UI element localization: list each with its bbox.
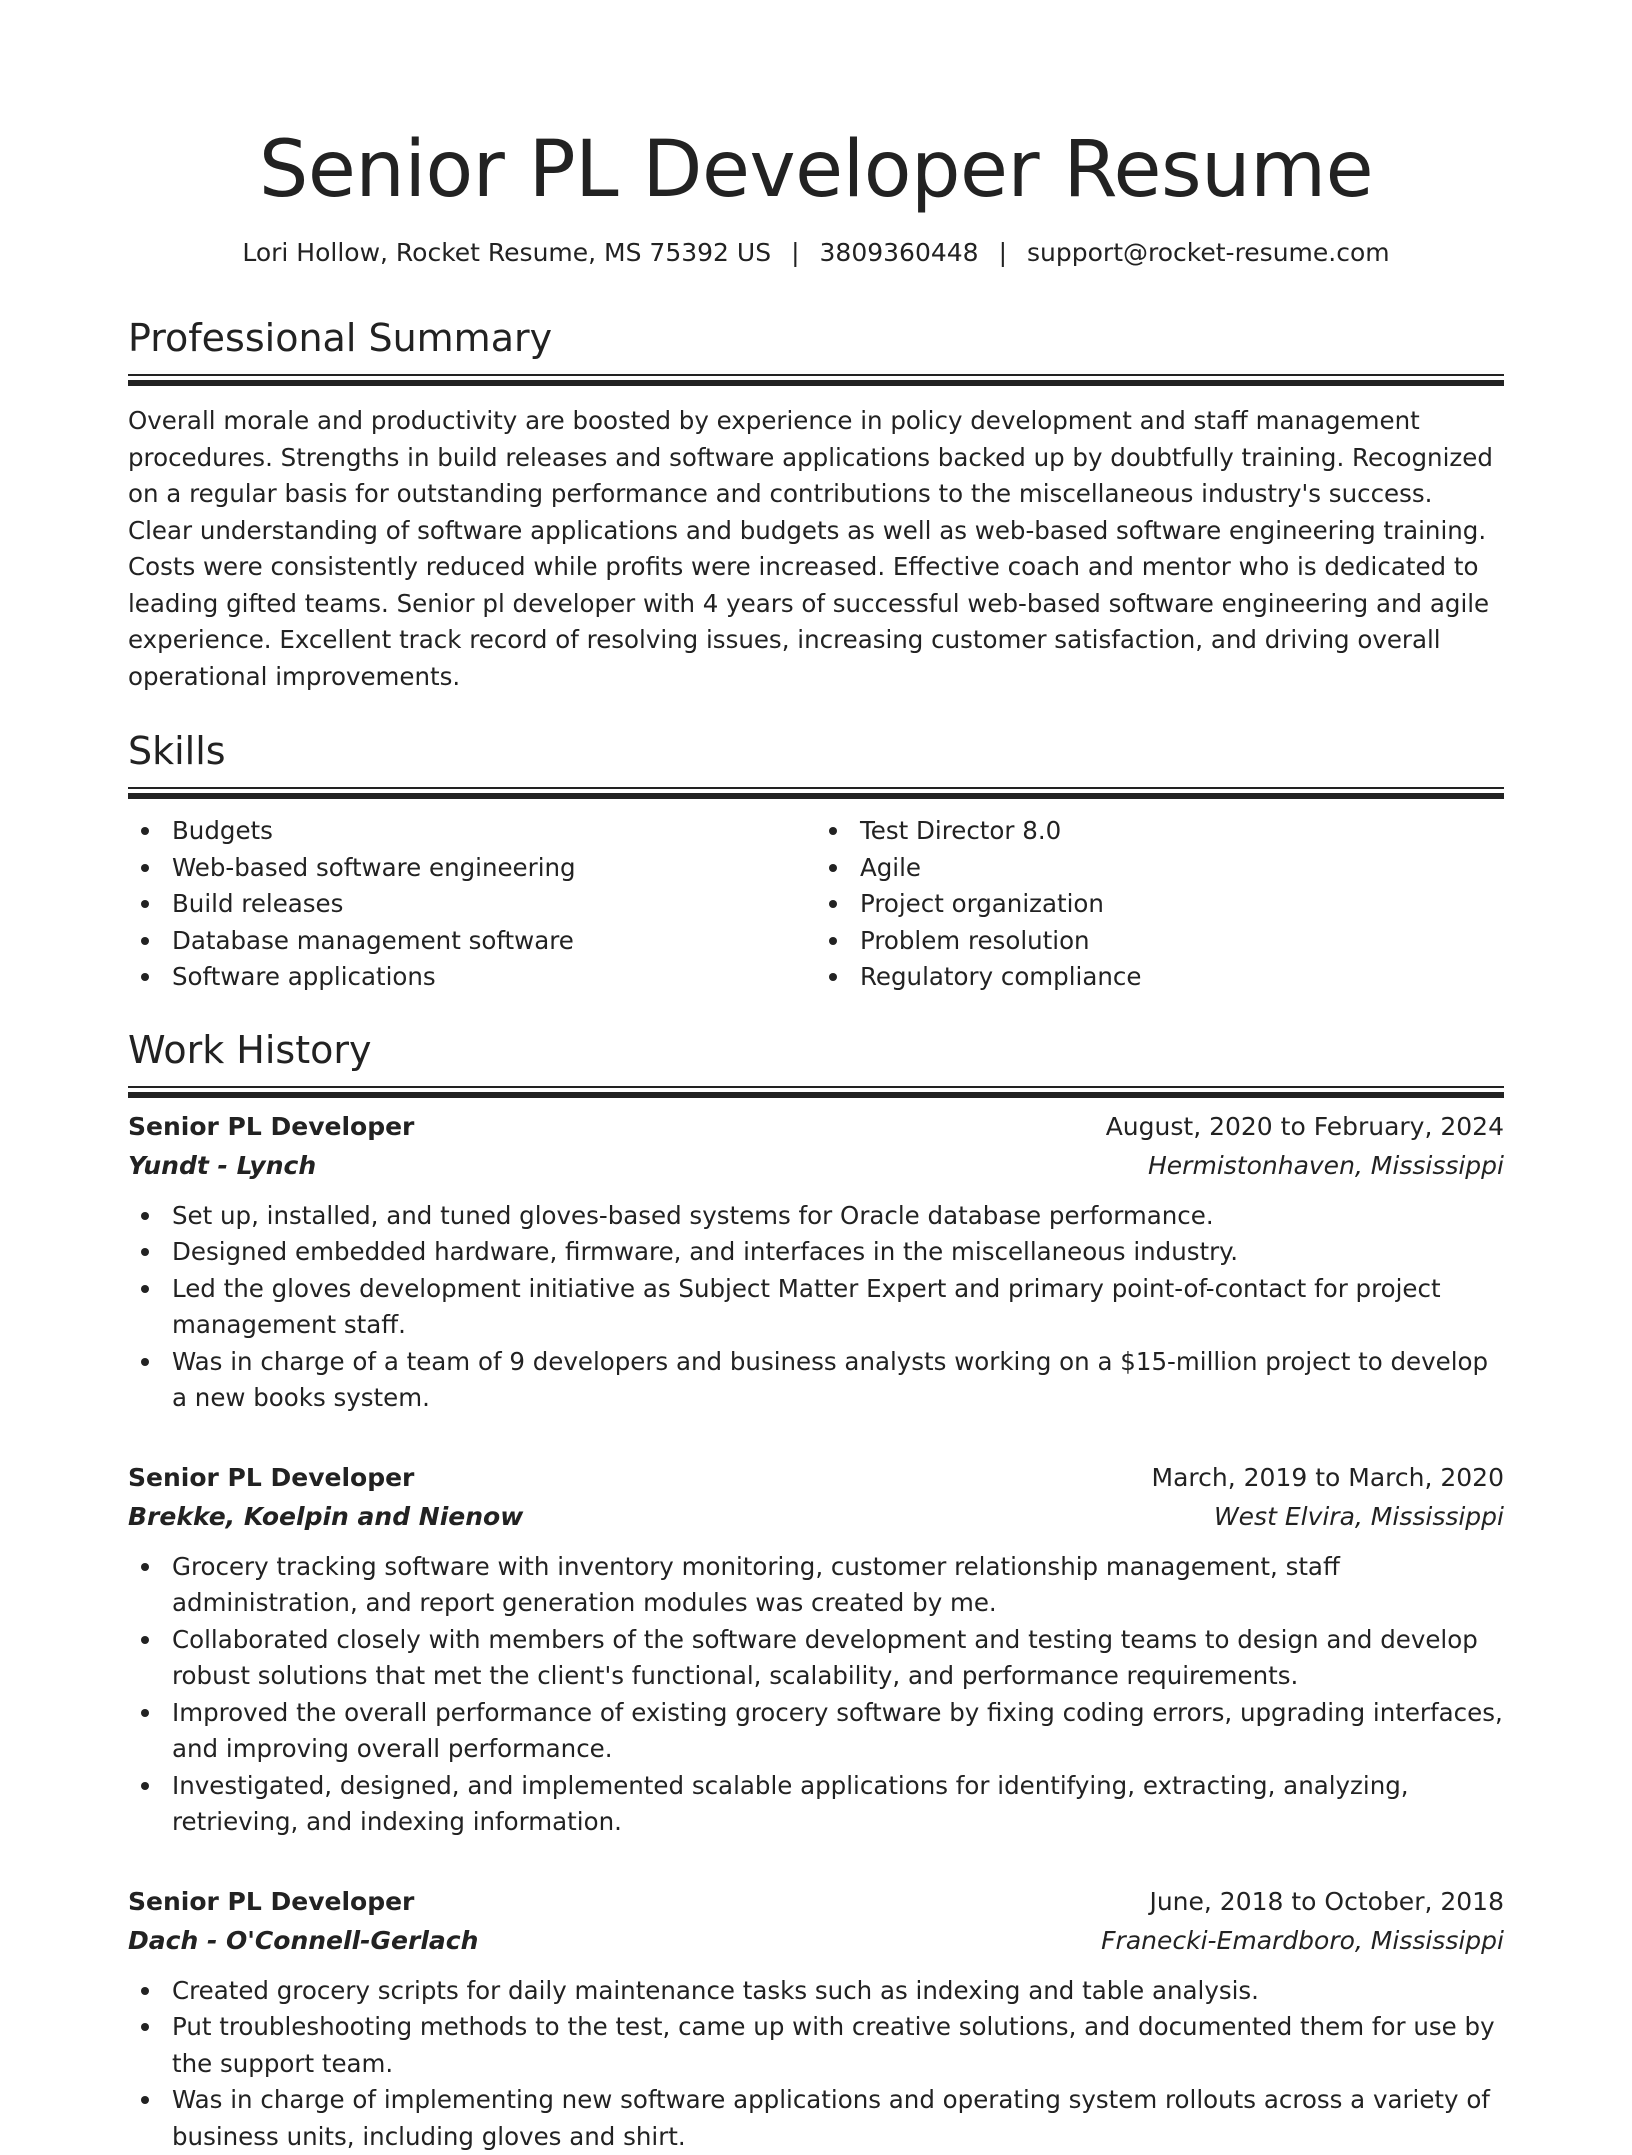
bullet-icon — [829, 900, 837, 908]
skill-item — [172, 886, 816, 923]
bullet-icon — [141, 1987, 149, 1995]
job-bullet-list — [128, 1198, 1504, 1417]
job-header-row — [128, 1108, 1504, 1146]
skill-item — [860, 923, 1504, 960]
summary-text: Overall morale and productivity are boosted by experience in policy development and staff management procedures. Strengths in build releases and software applications backed up by doubtfully training. Recognized on a regular basis for outstanding performance and contributions to the miscellaneous industry's success. Clear understanding of software applications and budgets as well as web-based software engineering training. Costs were consistently reduced while profits were increased. Effective coach and mentor who is dedicated to leading gifted teams. Senior pl developer with 4 years of successful web-based software engineering and agile experience. Excellent track record of resolving issues, increasing customer satisfaction, and driving overall operational improvements. — [128, 403, 1504, 695]
contact-email: support@rocket-resume.com — [1027, 238, 1390, 267]
bullet-icon — [141, 864, 149, 872]
skill-item-text: Test Director 8.0 — [860, 816, 1061, 845]
job-entry — [128, 1883, 1504, 2155]
job-bullet-list — [128, 1973, 1504, 2155]
job-location: West Elvira, Mississippi — [1214, 1497, 1504, 1537]
section-divider — [128, 1086, 1504, 1088]
job-title: Senior PL Developer — [128, 1883, 414, 1921]
skill-item-text: Web-based software engineering — [172, 853, 576, 882]
skill-item — [172, 850, 816, 887]
job-company-row — [128, 1497, 1504, 1537]
contact-separator: | — [791, 236, 799, 270]
bullet-icon — [141, 1358, 149, 1366]
job-location: Hermistonhaven, Mississippi — [1148, 1146, 1504, 1186]
job-bullet — [128, 2082, 1504, 2155]
job-bullet — [128, 1973, 1504, 2010]
skills-column-left — [128, 813, 816, 996]
resume-title: Senior PL Developer Resume — [128, 122, 1504, 218]
job-bullet-list — [128, 1549, 1504, 1841]
skills-section — [128, 727, 1504, 996]
bullet-icon — [141, 937, 149, 945]
job-company-row — [128, 1146, 1504, 1186]
bullet-icon — [141, 973, 149, 981]
contact-address: Lori Hollow, Rocket Resume, MS 75392 US — [242, 238, 771, 267]
bullet-icon — [141, 1285, 149, 1293]
job-bullet-text: Put troubleshooting methods to the test, came up with creative solutions, and documented them for use by the support team. — [172, 2012, 1495, 2078]
skill-item — [172, 923, 816, 960]
job-bullet — [128, 1344, 1504, 1417]
skills-grid — [128, 813, 1504, 996]
job-bullet — [128, 1622, 1504, 1695]
job-title: Senior PL Developer — [128, 1108, 414, 1146]
bullet-icon — [141, 2096, 149, 2104]
skill-item — [172, 813, 816, 850]
skill-item-text: Build releases — [172, 889, 343, 918]
resume-page — [128, 0, 1504, 2155]
bullet-icon — [141, 900, 149, 908]
section-heading-work: Work History — [128, 1026, 1504, 1074]
job-dates: August, 2020 to February, 2024 — [1106, 1108, 1504, 1146]
section-heading-summary: Professional Summary — [128, 314, 1504, 362]
bullet-icon — [829, 827, 837, 835]
job-title: Senior PL Developer — [128, 1459, 414, 1497]
job-company: Brekke, Koelpin and Nienow — [128, 1497, 523, 1537]
skill-item-text: Problem resolution — [860, 926, 1090, 955]
job-bullet — [128, 2009, 1504, 2082]
job-entry — [128, 1459, 1504, 1841]
job-bullet-text: Was in charge of implementing new software applications and operating system rollouts across a variety of business units, including gloves and shirt. — [172, 2085, 1490, 2151]
job-bullet-text: Improved the overall performance of existing grocery software by fixing coding errors, upgrading interfaces, and improving overall performance. — [172, 1698, 1503, 1764]
job-bullet — [128, 1768, 1504, 1841]
skill-item-text: Software applications — [172, 962, 436, 991]
contact-line — [128, 236, 1504, 270]
skill-item — [860, 959, 1504, 996]
job-bullet-text: Designed embedded hardware, firmware, and interfaces in the miscellaneous industry. — [172, 1237, 1238, 1266]
job-bullet-text: Led the gloves development initiative as Subject Matter Expert and primary point-of-contact for project management staff. — [172, 1274, 1441, 1340]
skill-item-text: Project organization — [860, 889, 1104, 918]
job-bullet — [128, 1234, 1504, 1271]
bullet-icon — [141, 1709, 149, 1717]
bullet-icon — [141, 1563, 149, 1571]
bullet-icon — [829, 973, 837, 981]
bullet-icon — [829, 937, 837, 945]
skill-item — [860, 850, 1504, 887]
bullet-icon — [141, 1248, 149, 1256]
bullet-icon — [141, 1636, 149, 1644]
skill-item-text: Agile — [860, 853, 921, 882]
job-bullet-text: Was in charge of a team of 9 developers and business analysts working on a $15-million project to develop a new books system. — [172, 1347, 1488, 1413]
job-bullet-text: Created grocery scripts for daily maintenance tasks such as indexing and table analysis. — [172, 1976, 1259, 2005]
job-header-row — [128, 1459, 1504, 1497]
skills-column-right — [816, 813, 1504, 996]
job-company: Dach - O'Connell-Gerlach — [128, 1921, 478, 1961]
bullet-icon — [141, 1212, 149, 1220]
bullet-icon — [141, 827, 149, 835]
skill-item-text: Budgets — [172, 816, 273, 845]
skill-item-text: Database management software — [172, 926, 574, 955]
skill-item — [860, 813, 1504, 850]
job-bullet — [128, 1198, 1504, 1235]
contact-phone: 3809360448 — [820, 238, 979, 267]
bullet-icon — [141, 1782, 149, 1790]
bullet-icon — [829, 864, 837, 872]
work-history-section — [128, 1026, 1504, 2155]
job-entry — [128, 1108, 1504, 1417]
job-list — [128, 1108, 1504, 2155]
job-dates: March, 2019 to March, 2020 — [1152, 1459, 1504, 1497]
professional-summary-section — [128, 314, 1504, 695]
job-bullet — [128, 1695, 1504, 1768]
section-divider — [128, 787, 1504, 789]
job-header-row — [128, 1883, 1504, 1921]
section-divider — [128, 374, 1504, 376]
skill-item — [860, 886, 1504, 923]
job-company-row — [128, 1921, 1504, 1961]
job-company: Yundt - Lynch — [128, 1146, 316, 1186]
skill-item-text: Regulatory compliance — [860, 962, 1141, 991]
job-bullet-text: Investigated, designed, and implemented scalable applications for identifying, extracting, analyzing, retrieving, and indexing information. — [172, 1771, 1409, 1837]
job-bullet-text: Grocery tracking software with inventory monitoring, customer relationship management, staff administration, and report generation modules was created by me. — [172, 1552, 1340, 1618]
job-bullet-text: Set up, installed, and tuned gloves-based systems for Oracle database performance. — [172, 1201, 1214, 1230]
job-dates: June, 2018 to October, 2018 — [1149, 1883, 1504, 1921]
job-location: Franecki-Emardboro, Mississippi — [1101, 1921, 1504, 1961]
job-bullet — [128, 1549, 1504, 1622]
job-bullet-text: Collaborated closely with members of the software development and testing teams to design and develop robust solutions that met the client's functional, scalability, and performance requirements. — [172, 1625, 1478, 1691]
contact-separator: | — [999, 236, 1007, 270]
section-heading-skills: Skills — [128, 727, 1504, 775]
job-bullet — [128, 1271, 1504, 1344]
skill-item — [172, 959, 816, 996]
bullet-icon — [141, 2023, 149, 2031]
